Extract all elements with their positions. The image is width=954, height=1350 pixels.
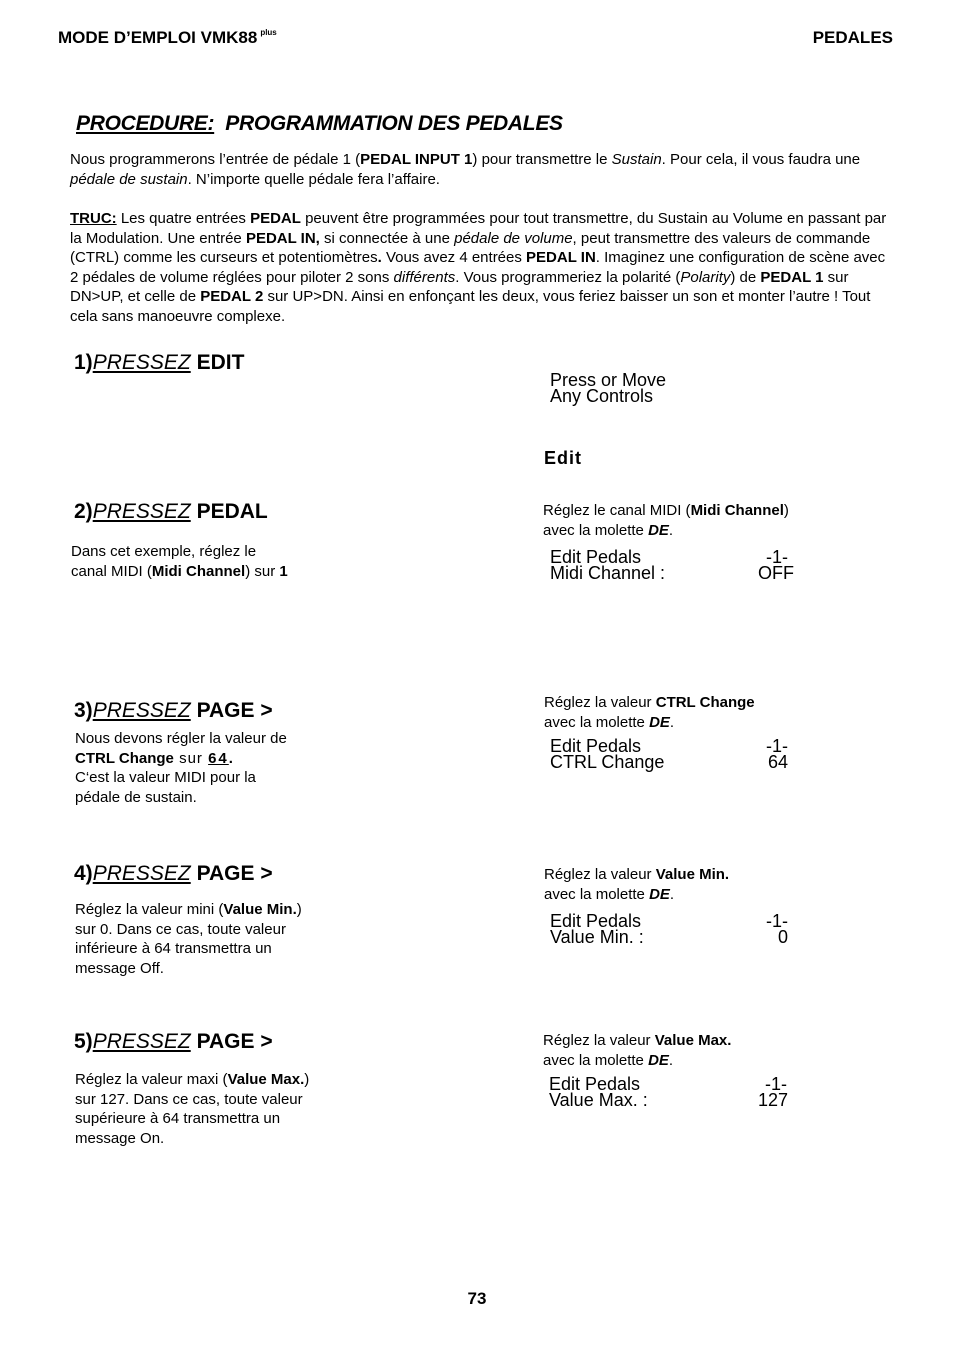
edit-button-label: Edit <box>544 448 582 468</box>
step-3-hint: Réglez la valeur CTRL Change avec la molette DE. <box>544 694 755 731</box>
lcd-display-2: Edit Pedals -1- Midi Channel : OFF <box>550 547 794 583</box>
lcd-display-4: Edit Pedals -1- Value Min. : 0 <box>550 911 788 947</box>
step-5-description: Réglez la valeur maxi (Value Max.) sur 127. Dans ce cas, toute valeur supérieure à 64 transmettra un message On. <box>75 1071 310 1147</box>
step-2-hint: Réglez le canal MIDI (Midi Channel) avec la molette DE. <box>543 502 789 539</box>
lcd-display-1: Press or Move Any Controls <box>550 370 667 406</box>
step-5-hint: Réglez la valeur Value Max. avec la molette DE. <box>543 1032 732 1069</box>
step-3-description: Nous devons régler la valeur de CTRL Change sur 64. C‘est la valeur MIDI pour la pédale de sustain. <box>75 730 287 806</box>
step-4-heading: 4)PRESSEZ PAGE > <box>74 862 273 885</box>
step-2-heading: 2)PRESSEZ PEDAL <box>74 500 268 523</box>
step-2-description: Dans cet exemple, réglez le canal MIDI (Midi Channel) sur 1 <box>71 543 288 580</box>
header-section: PEDALES <box>812 28 893 47</box>
step-5-heading: 5)PRESSEZ PAGE > <box>74 1030 273 1053</box>
tip-paragraph: TRUC: Les quatre entrées PEDAL peuvent être programmées pour tout transmettre, du Sustain au Volume en passant par la Modulation. Une entrée PEDAL IN, si connectée à une pédale de volume, peut transmettre des valeurs de commande (CTRL) comme les curseurs et potentiomètres. Vous avez 4 entrées PEDAL IN. Imaginez une configuration de scène avec 2 pédales de volume réglées pour piloter 2 sons différents. Vous programmeriez la polarité (Polarity) de PEDAL 1 sur DN>UP, et celle de PEDAL 2 sur UP>DN. Ainsi en enfonçant les deux, vous feriez baisser un son et monter l’autre ! Tout cela sans manoeuvre complexe. <box>70 210 887 325</box>
step-3-heading: 3)PRESSEZ PAGE > <box>74 699 273 722</box>
step-4-hint: Réglez la valeur Value Min. avec la molette DE. <box>544 866 730 903</box>
intro-paragraph: Nous programmerons l’entrée de pédale 1 (PEDAL INPUT 1) pour transmettre le Sustain. Pour cela, il vous faudra une pédale de sustain. N’importe quelle pédale fera l’affaire. <box>70 151 861 188</box>
procedure-title: PROCEDURE: PROGRAMMATION DES PEDALES <box>76 112 563 135</box>
lcd-display-5: Edit Pedals -1- Value Max. : 127 <box>549 1074 788 1110</box>
header-title: MODE D’EMPLOI VMK88 $^{plus}$ <box>58 28 277 47</box>
lcd-display-3: Edit Pedals -1- CTRL Change 64 <box>550 736 788 772</box>
page-number: 73 <box>467 1289 487 1308</box>
step-1-heading: 1)PRESSEZ EDIT <box>74 351 245 374</box>
step-4-description: Réglez la valeur mini (Value Min.) sur 0. Dans ce cas, toute valeur inférieure à 64 transmettra un message Off. <box>75 901 302 977</box>
